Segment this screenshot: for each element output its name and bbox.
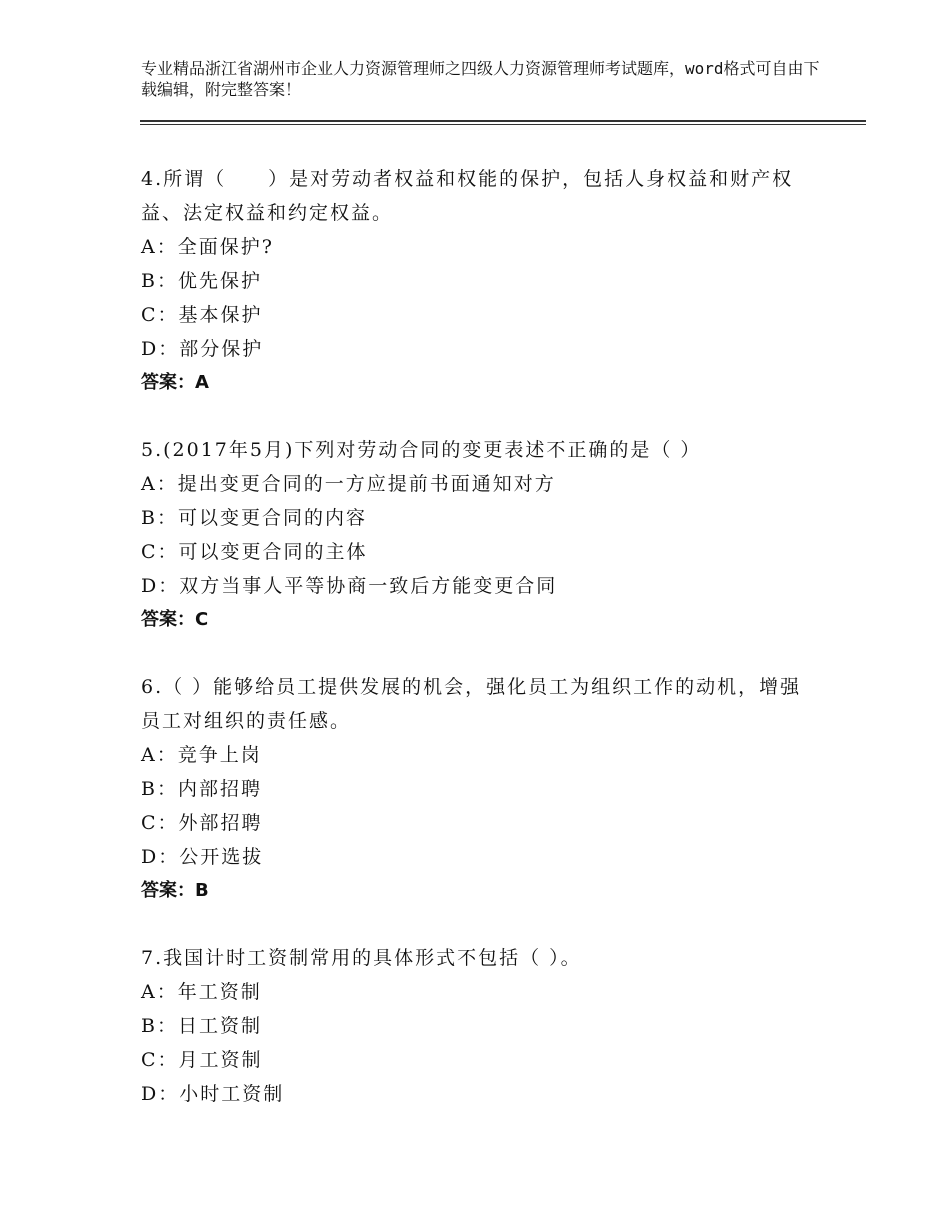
option-b: B：优先保护 [141, 270, 262, 292]
question-4 [141, 162, 821, 400]
answer-label: 答案：A [141, 372, 209, 393]
document-header: 专业精品浙江省湖州市企业人力资源管理师之四级人力资源管理师考试题库，word格式可自由下载编辑，附完整答案！ [141, 59, 820, 99]
question-6 [141, 670, 821, 908]
option-a: A：全面保护? [141, 236, 274, 258]
question-text: 4.所谓（ ）是对劳动者权益和权能的保护，包括人身权益和财产权益、法定权益和约定权益。 [141, 168, 794, 224]
option-a: A：年工资制 [141, 981, 262, 1003]
option-b: B：日工资制 [141, 1015, 262, 1037]
option-b: B：内部招聘 [141, 778, 262, 800]
question-text: 6.（ ）能够给员工提供发展的机会，强化员工为组织工作的动机，增强员工对组织的责任感。 [141, 676, 802, 732]
question-5 [141, 433, 821, 637]
option-c: C：外部招聘 [141, 812, 263, 834]
header-divider-thick [140, 120, 866, 122]
answer-label: 答案：C [141, 609, 209, 630]
option-c: C：月工资制 [141, 1049, 263, 1071]
question-text: 5.(2017年5月)下列对劳动合同的变更表述不正确的是（ ） [141, 439, 702, 461]
option-a: A：提出变更合同的一方应提前书面通知对方 [141, 473, 556, 495]
option-d: D：小时工资制 [141, 1083, 285, 1105]
option-a: A：竞争上岗 [141, 744, 262, 766]
option-c: C：基本保护 [141, 304, 263, 326]
option-d: D：部分保护 [141, 338, 264, 360]
option-b: B：可以变更合同的内容 [141, 507, 367, 529]
option-c: C：可以变更合同的主体 [141, 541, 368, 563]
option-d: D：公开选拔 [141, 846, 264, 868]
question-list [141, 162, 821, 1144]
question-7 [141, 941, 821, 1111]
question-text: 7.我国计时工资制常用的具体形式不包括（ ）。 [141, 947, 582, 969]
option-d: D：双方当事人平等协商一致后方能变更合同 [141, 575, 558, 597]
answer-label: 答案：B [141, 880, 209, 901]
header-divider-thin [140, 124, 866, 125]
